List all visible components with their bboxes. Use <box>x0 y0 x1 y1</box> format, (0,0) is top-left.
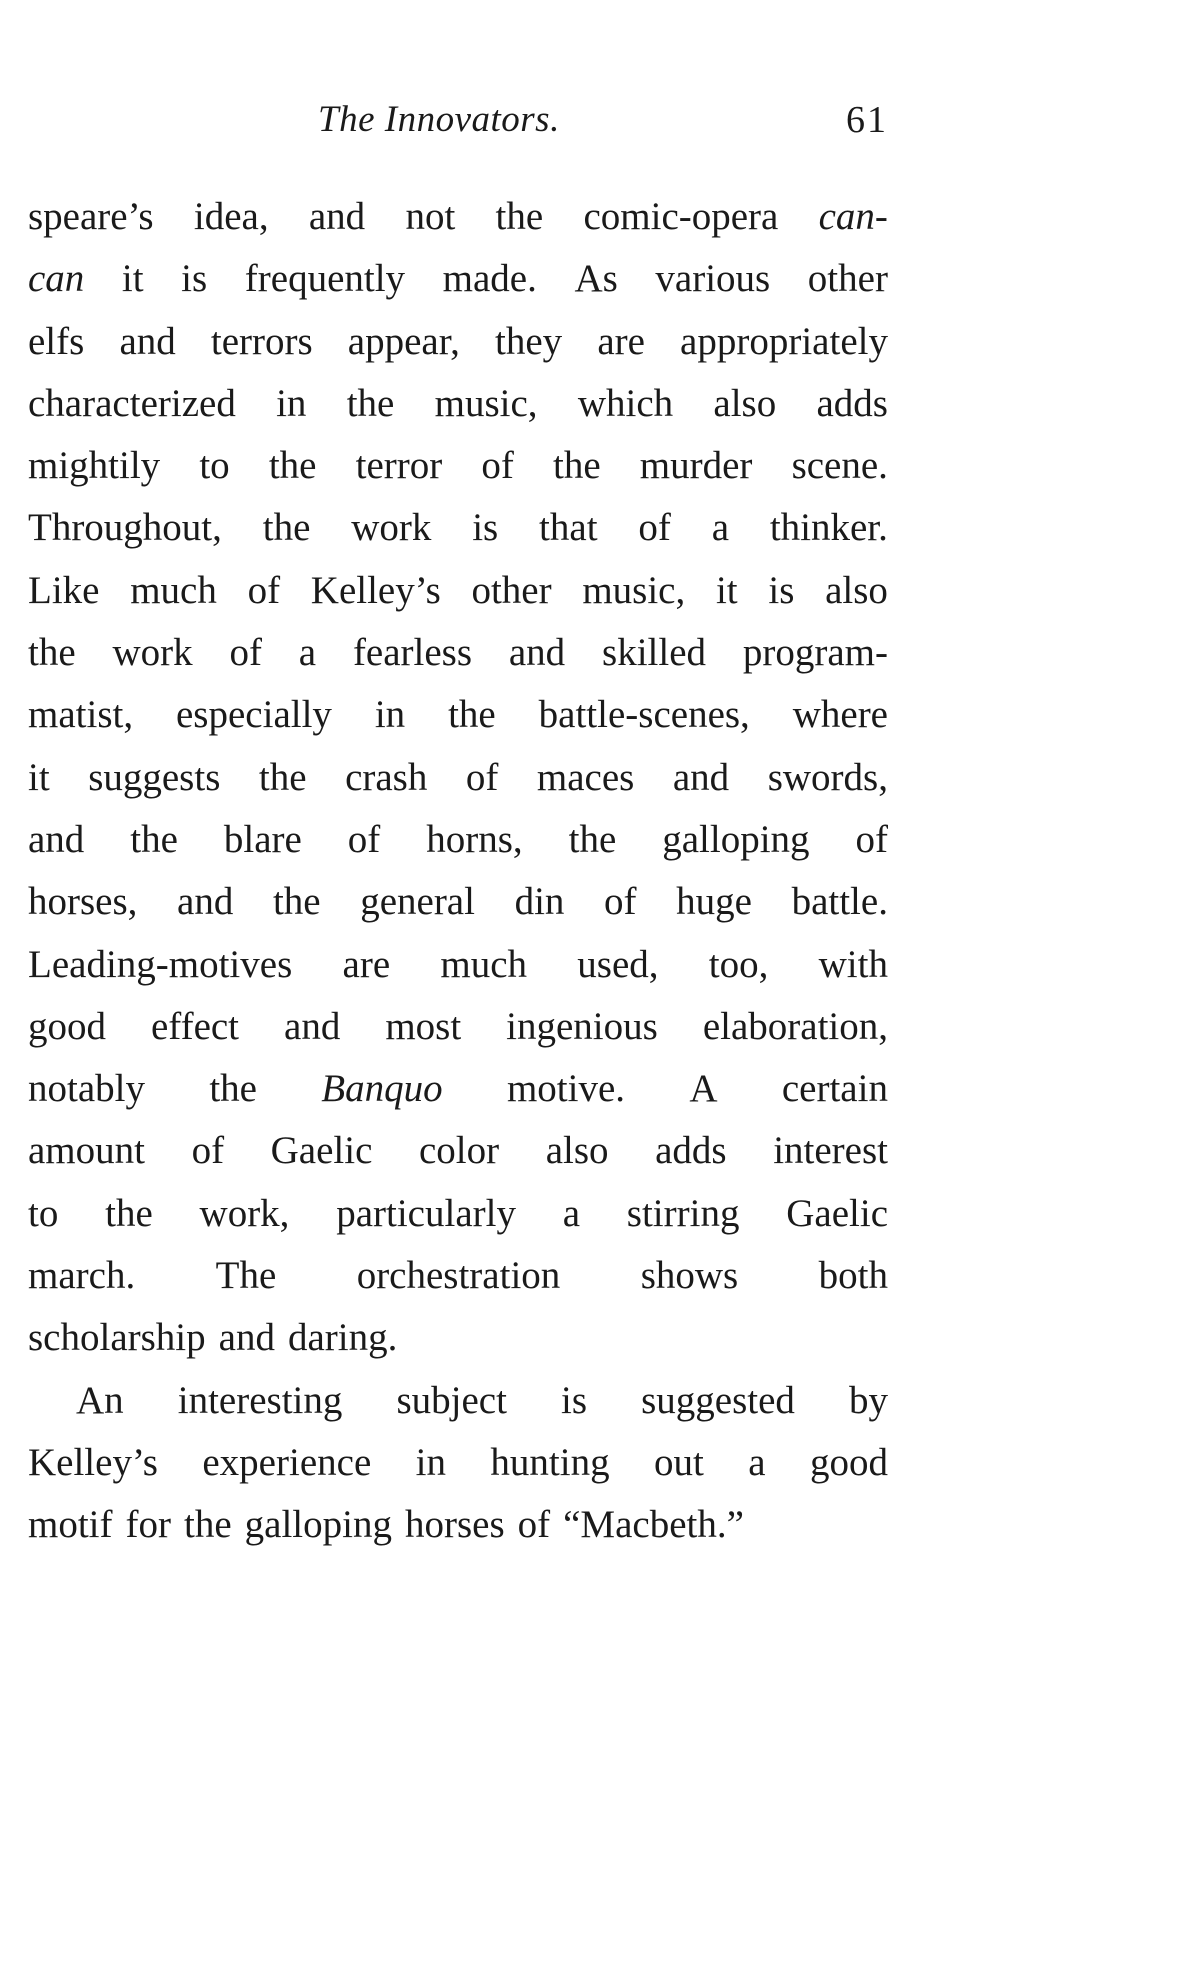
word: terrors <box>210 319 313 363</box>
word: in <box>374 693 406 737</box>
word: huge <box>676 880 752 924</box>
word: ingenious <box>506 1004 658 1048</box>
text-line <box>28 934 888 996</box>
word: scene. <box>791 444 888 488</box>
word: work, <box>199 1191 290 1235</box>
text-line <box>28 1120 888 1182</box>
text-line <box>28 560 888 622</box>
word: motif <box>28 1503 113 1547</box>
word: the <box>346 381 395 425</box>
word: and <box>218 1316 275 1360</box>
word: certain <box>781 1067 888 1111</box>
word: the <box>105 1191 153 1235</box>
word: that <box>539 506 598 550</box>
word: hunting <box>490 1440 610 1484</box>
word: is <box>181 257 208 301</box>
text-line <box>28 1058 888 1120</box>
body-text <box>28 186 888 1557</box>
word: much <box>130 568 217 612</box>
running-head <box>28 95 888 145</box>
word: music, <box>434 381 538 425</box>
text-line <box>28 747 888 809</box>
word: As <box>574 257 618 301</box>
word: and <box>284 1004 341 1048</box>
text-line <box>28 248 888 310</box>
word: motive. <box>506 1067 626 1111</box>
word: interesting <box>177 1378 343 1422</box>
word: shows <box>640 1254 739 1298</box>
word: other <box>471 568 552 612</box>
word: the <box>258 755 307 799</box>
word: of <box>604 880 637 924</box>
word: notably <box>28 1067 145 1111</box>
word: music, <box>582 568 686 612</box>
text-line <box>28 996 888 1058</box>
word: of <box>247 568 281 612</box>
word: the <box>553 444 601 488</box>
word: horns, <box>426 817 523 861</box>
word: used, <box>577 942 659 986</box>
word: good <box>28 1004 106 1048</box>
word: the <box>28 631 76 675</box>
word: made. <box>442 257 537 301</box>
word: is <box>472 506 499 550</box>
text-line <box>28 497 888 559</box>
word: appropriately <box>680 319 888 363</box>
word: matist, <box>28 693 134 737</box>
text-line <box>28 186 888 248</box>
word: suggests <box>88 755 221 799</box>
word: of <box>229 631 262 675</box>
word: elaboration, <box>702 1004 888 1048</box>
word: in <box>415 1440 446 1484</box>
word: of <box>517 1503 551 1547</box>
word: elfs <box>28 319 85 363</box>
word: galloping <box>244 1503 392 1547</box>
word: and <box>119 319 176 363</box>
word: the <box>272 880 321 924</box>
word: also <box>825 568 888 612</box>
word: and <box>177 880 234 924</box>
word: maces <box>536 755 635 799</box>
word: Gaelic <box>786 1191 888 1235</box>
word: daring. <box>287 1316 398 1360</box>
word: of <box>347 817 381 861</box>
word: also <box>713 381 777 425</box>
word: crash <box>345 755 428 799</box>
word: the <box>130 817 178 861</box>
text-line <box>28 1183 888 1245</box>
word: Gaelic <box>270 1129 373 1173</box>
word: the <box>183 1503 232 1547</box>
word: subject <box>396 1378 507 1422</box>
word: general <box>360 880 475 924</box>
word: of <box>855 817 888 861</box>
text-line <box>28 311 888 373</box>
word: a <box>298 631 317 675</box>
text-line <box>28 1245 888 1307</box>
word: out <box>653 1440 704 1484</box>
text-line <box>28 871 888 933</box>
word: din <box>514 880 565 924</box>
word: is <box>561 1378 588 1422</box>
word: the <box>209 1067 257 1111</box>
word: stirring <box>626 1191 740 1235</box>
word: for <box>125 1503 171 1547</box>
word: it <box>28 755 50 799</box>
word: of <box>191 1129 225 1173</box>
word: blare <box>223 817 302 861</box>
word: murder <box>639 444 753 488</box>
word: the <box>268 444 317 488</box>
word: both <box>818 1254 888 1298</box>
word: with <box>818 942 888 986</box>
word: skilled <box>602 631 707 675</box>
word: especially <box>176 693 332 737</box>
word: speare’s <box>28 195 154 238</box>
word: where <box>792 693 888 737</box>
word: are <box>342 942 391 986</box>
page-number: 61 <box>846 99 888 141</box>
italic-word: can <box>28 257 85 301</box>
word: most <box>385 1004 462 1048</box>
word: the <box>262 506 311 550</box>
word: amount <box>28 1129 145 1173</box>
word: galloping <box>662 817 810 861</box>
word: by <box>849 1378 888 1422</box>
word: adds <box>655 1129 727 1173</box>
word: battle-scenes, <box>538 693 750 737</box>
word: also <box>545 1129 609 1173</box>
paragraph <box>28 186 888 1370</box>
word: is <box>768 568 795 612</box>
word: too, <box>708 942 769 986</box>
word: thinker. <box>769 506 888 550</box>
text-line <box>28 622 888 684</box>
paragraph <box>28 1370 888 1557</box>
word: the <box>495 195 544 238</box>
word: to <box>199 444 230 488</box>
word: suggested <box>641 1378 795 1422</box>
word: “Macbeth.” <box>563 1503 744 1547</box>
word: the <box>568 817 617 861</box>
word: are <box>597 319 645 363</box>
text-line <box>28 1307 888 1369</box>
word: and <box>308 195 366 238</box>
word: characterized <box>28 381 236 425</box>
word: work <box>112 631 193 675</box>
word: not <box>405 195 456 238</box>
word: work <box>351 506 432 550</box>
word: it <box>715 568 738 612</box>
word: appear, <box>347 319 460 363</box>
word: A <box>689 1067 718 1111</box>
text-line <box>28 684 888 746</box>
text-line <box>28 1432 888 1494</box>
word: orchestration <box>356 1254 561 1298</box>
word: fearless <box>352 631 473 675</box>
word: adds <box>816 381 888 425</box>
word: color <box>418 1129 500 1173</box>
word: Leading-motives <box>28 942 293 986</box>
word: and <box>672 755 730 799</box>
word: terror <box>355 444 443 488</box>
word: Like <box>28 568 100 612</box>
word: effect <box>150 1004 240 1048</box>
word: and <box>28 817 85 861</box>
word: and <box>508 631 566 675</box>
word: comic-opera <box>583 195 779 238</box>
text-line <box>28 1494 888 1556</box>
italic-word: Banquo <box>321 1067 443 1111</box>
text-line <box>28 373 888 435</box>
word: of <box>638 506 671 550</box>
text-line <box>28 1370 888 1432</box>
word: Kelley’s <box>310 568 441 612</box>
word: they <box>495 319 563 363</box>
word: particularly <box>336 1191 516 1235</box>
word: scholarship <box>28 1316 206 1360</box>
word: other <box>807 257 888 301</box>
word: swords, <box>767 755 888 799</box>
word: interest <box>773 1129 888 1173</box>
word: horses <box>404 1503 505 1547</box>
word: the <box>448 693 496 737</box>
word: it <box>121 257 144 301</box>
word: Throughout, <box>28 506 222 550</box>
word: of <box>465 755 499 799</box>
running-title: The Innovators. <box>318 99 560 140</box>
italic-word: can- <box>818 195 888 238</box>
word: idea, <box>193 195 269 238</box>
word: The <box>215 1254 277 1298</box>
word: march. <box>28 1254 136 1298</box>
word: frequently <box>244 257 406 301</box>
word: various <box>655 257 771 301</box>
word: in <box>276 381 307 425</box>
word: horses, <box>28 880 138 924</box>
word: of <box>481 444 514 488</box>
word: a <box>711 506 729 550</box>
text-line <box>28 435 888 497</box>
word: Kelley’s <box>28 1440 158 1484</box>
word: battle. <box>791 880 888 924</box>
word: good <box>809 1440 888 1484</box>
word: a <box>562 1191 581 1235</box>
word: which <box>577 381 674 425</box>
text-line <box>28 809 888 871</box>
word: mightily <box>28 444 161 488</box>
word: to <box>28 1191 59 1235</box>
word: a <box>748 1440 766 1484</box>
word: much <box>440 942 528 986</box>
word: program- <box>742 631 888 675</box>
word: An <box>76 1378 124 1422</box>
word: experience <box>202 1440 372 1484</box>
